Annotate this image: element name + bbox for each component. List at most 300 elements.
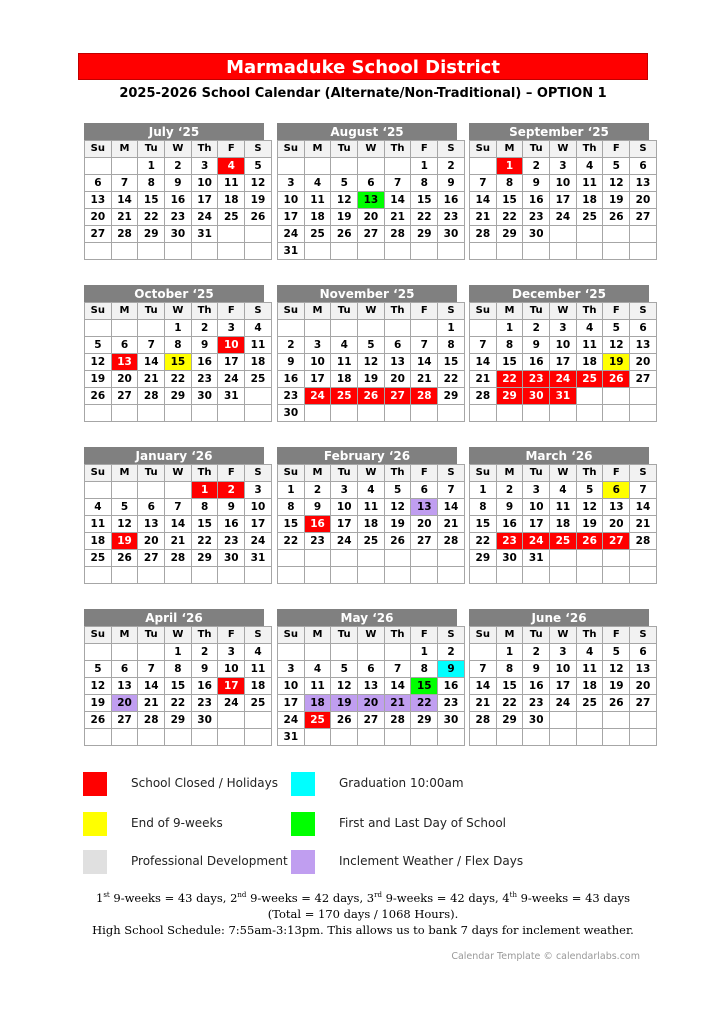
day-cell[interactable]: 4 [331, 337, 358, 354]
day-cell[interactable]: 15 [470, 516, 497, 533]
day-cell[interactable]: 6 [411, 482, 438, 499]
day-cell[interactable]: 18 [218, 192, 245, 209]
day-cell[interactable]: 28 [470, 712, 497, 729]
day-cell[interactable]: 18 [304, 695, 331, 712]
day-cell[interactable]: 28 [470, 388, 497, 405]
day-cell[interactable]: 20 [138, 533, 165, 550]
day-cell[interactable]: 21 [384, 695, 411, 712]
day-cell[interactable]: 19 [603, 678, 630, 695]
day-cell[interactable]: 12 [576, 499, 603, 516]
day-cell[interactable]: 6 [138, 499, 165, 516]
day-cell[interactable]: 25 [85, 550, 112, 567]
day-cell[interactable]: 2 [191, 320, 218, 337]
day-cell[interactable]: 31 [218, 388, 245, 405]
day-cell[interactable]: 23 [278, 388, 305, 405]
day-cell[interactable]: 29 [138, 226, 165, 243]
day-cell[interactable]: 28 [165, 550, 192, 567]
day-cell[interactable]: 17 [278, 209, 305, 226]
day-cell[interactable]: 11 [245, 337, 272, 354]
day-cell[interactable]: 29 [191, 550, 218, 567]
day-cell[interactable]: 22 [165, 371, 192, 388]
day-cell[interactable]: 8 [411, 661, 438, 678]
day-cell[interactable]: 8 [496, 661, 523, 678]
day-cell[interactable]: 3 [550, 158, 577, 175]
day-cell[interactable]: 8 [496, 175, 523, 192]
day-cell[interactable]: 15 [496, 354, 523, 371]
day-cell[interactable]: 13 [630, 175, 657, 192]
day-cell[interactable]: 15 [138, 192, 165, 209]
day-cell[interactable]: 20 [384, 371, 411, 388]
day-cell[interactable]: 17 [245, 516, 272, 533]
day-cell[interactable]: 11 [576, 337, 603, 354]
day-cell[interactable]: 15 [278, 516, 305, 533]
day-cell[interactable]: 20 [111, 371, 138, 388]
day-cell[interactable]: 30 [438, 712, 465, 729]
day-cell[interactable]: 1 [496, 158, 523, 175]
day-cell[interactable]: 1 [470, 482, 497, 499]
day-cell[interactable]: 10 [278, 678, 305, 695]
day-cell[interactable]: 12 [603, 175, 630, 192]
day-cell[interactable]: 6 [384, 337, 411, 354]
day-cell[interactable]: 16 [438, 192, 465, 209]
day-cell[interactable]: 23 [496, 533, 523, 550]
day-cell[interactable]: 12 [358, 354, 385, 371]
day-cell[interactable]: 13 [630, 661, 657, 678]
day-cell[interactable]: 6 [630, 320, 657, 337]
day-cell[interactable]: 25 [576, 371, 603, 388]
day-cell[interactable]: 28 [138, 388, 165, 405]
day-cell[interactable]: 11 [331, 354, 358, 371]
day-cell[interactable]: 19 [111, 533, 138, 550]
day-cell[interactable]: 12 [111, 516, 138, 533]
day-cell[interactable]: 1 [411, 644, 438, 661]
day-cell[interactable]: 17 [218, 354, 245, 371]
day-cell[interactable]: 2 [496, 482, 523, 499]
day-cell[interactable]: 5 [245, 158, 272, 175]
day-cell[interactable]: 7 [384, 661, 411, 678]
day-cell[interactable]: 18 [576, 192, 603, 209]
day-cell[interactable]: 5 [85, 661, 112, 678]
day-cell[interactable]: 16 [523, 192, 550, 209]
day-cell[interactable]: 11 [358, 499, 385, 516]
day-cell[interactable]: 19 [331, 695, 358, 712]
day-cell[interactable]: 3 [278, 175, 305, 192]
day-cell[interactable]: 2 [191, 644, 218, 661]
day-cell[interactable]: 10 [304, 354, 331, 371]
day-cell[interactable]: 21 [438, 516, 465, 533]
day-cell[interactable]: 27 [630, 209, 657, 226]
day-cell[interactable]: 28 [384, 712, 411, 729]
day-cell[interactable]: 27 [630, 695, 657, 712]
day-cell[interactable]: 2 [278, 337, 305, 354]
day-cell[interactable]: 3 [278, 661, 305, 678]
day-cell[interactable]: 24 [331, 533, 358, 550]
day-cell[interactable]: 27 [85, 226, 112, 243]
day-cell[interactable]: 22 [496, 371, 523, 388]
day-cell[interactable]: 4 [245, 644, 272, 661]
day-cell[interactable]: 27 [603, 533, 630, 550]
day-cell[interactable]: 24 [550, 209, 577, 226]
day-cell[interactable]: 11 [85, 516, 112, 533]
day-cell[interactable]: 8 [165, 661, 192, 678]
day-cell[interactable]: 12 [603, 337, 630, 354]
day-cell[interactable]: 5 [358, 337, 385, 354]
day-cell[interactable]: 22 [278, 533, 305, 550]
day-cell[interactable]: 14 [165, 516, 192, 533]
day-cell[interactable]: 26 [331, 226, 358, 243]
day-cell[interactable]: 14 [111, 192, 138, 209]
day-cell[interactable]: 12 [85, 678, 112, 695]
day-cell[interactable]: 11 [304, 192, 331, 209]
day-cell[interactable]: 19 [85, 695, 112, 712]
day-cell[interactable]: 10 [218, 337, 245, 354]
day-cell[interactable]: 10 [523, 499, 550, 516]
day-cell[interactable]: 1 [278, 482, 305, 499]
day-cell[interactable]: 10 [331, 499, 358, 516]
day-cell[interactable]: 29 [438, 388, 465, 405]
day-cell[interactable]: 23 [438, 209, 465, 226]
day-cell[interactable]: 9 [523, 337, 550, 354]
day-cell[interactable]: 5 [603, 158, 630, 175]
day-cell[interactable]: 19 [603, 192, 630, 209]
day-cell[interactable]: 4 [85, 499, 112, 516]
day-cell[interactable]: 9 [191, 661, 218, 678]
day-cell[interactable]: 11 [576, 661, 603, 678]
day-cell[interactable]: 14 [411, 354, 438, 371]
day-cell[interactable]: 21 [411, 371, 438, 388]
day-cell[interactable]: 13 [85, 192, 112, 209]
day-cell[interactable]: 15 [411, 192, 438, 209]
day-cell[interactable]: 20 [358, 695, 385, 712]
day-cell[interactable]: 20 [630, 192, 657, 209]
day-cell[interactable]: 12 [85, 354, 112, 371]
day-cell[interactable]: 30 [496, 550, 523, 567]
day-cell[interactable]: 5 [331, 661, 358, 678]
day-cell[interactable]: 8 [496, 337, 523, 354]
day-cell[interactable]: 28 [384, 226, 411, 243]
day-cell[interactable]: 1 [191, 482, 218, 499]
day-cell[interactable]: 5 [603, 644, 630, 661]
day-cell[interactable]: 22 [138, 209, 165, 226]
day-cell[interactable]: 4 [576, 158, 603, 175]
day-cell[interactable]: 19 [603, 354, 630, 371]
day-cell[interactable]: 13 [603, 499, 630, 516]
day-cell[interactable]: 17 [191, 192, 218, 209]
day-cell[interactable]: 2 [304, 482, 331, 499]
footer-credit[interactable]: Calendar Template © calendarlabs.com [451, 951, 640, 962]
day-cell[interactable]: 25 [245, 695, 272, 712]
day-cell[interactable]: 18 [245, 354, 272, 371]
day-cell[interactable]: 14 [630, 499, 657, 516]
day-cell[interactable]: 16 [496, 516, 523, 533]
day-cell[interactable]: 16 [191, 678, 218, 695]
day-cell[interactable]: 7 [470, 661, 497, 678]
day-cell[interactable]: 13 [358, 678, 385, 695]
day-cell[interactable]: 3 [218, 644, 245, 661]
day-cell[interactable]: 6 [603, 482, 630, 499]
day-cell[interactable]: 18 [85, 533, 112, 550]
day-cell[interactable]: 2 [523, 320, 550, 337]
day-cell[interactable]: 10 [550, 661, 577, 678]
day-cell[interactable]: 10 [550, 175, 577, 192]
day-cell[interactable]: 31 [278, 243, 305, 260]
day-cell[interactable]: 16 [218, 516, 245, 533]
day-cell[interactable]: 5 [85, 337, 112, 354]
day-cell[interactable]: 13 [111, 354, 138, 371]
day-cell[interactable]: 26 [331, 712, 358, 729]
day-cell[interactable]: 11 [245, 661, 272, 678]
day-cell[interactable]: 20 [358, 209, 385, 226]
day-cell[interactable]: 23 [304, 533, 331, 550]
day-cell[interactable]: 21 [470, 695, 497, 712]
day-cell[interactable]: 14 [470, 192, 497, 209]
day-cell[interactable]: 30 [191, 712, 218, 729]
day-cell[interactable]: 2 [523, 644, 550, 661]
day-cell[interactable]: 28 [411, 388, 438, 405]
day-cell[interactable]: 18 [576, 354, 603, 371]
day-cell[interactable]: 24 [245, 533, 272, 550]
day-cell[interactable]: 17 [550, 192, 577, 209]
day-cell[interactable]: 6 [358, 661, 385, 678]
day-cell[interactable]: 13 [384, 354, 411, 371]
day-cell[interactable]: 26 [576, 533, 603, 550]
day-cell[interactable]: 23 [165, 209, 192, 226]
day-cell[interactable]: 25 [245, 371, 272, 388]
day-cell[interactable]: 4 [304, 661, 331, 678]
day-cell[interactable]: 27 [358, 226, 385, 243]
day-cell[interactable]: 26 [358, 388, 385, 405]
day-cell[interactable]: 24 [218, 695, 245, 712]
day-cell[interactable]: 30 [191, 388, 218, 405]
day-cell[interactable]: 7 [438, 482, 465, 499]
day-cell[interactable]: 10 [218, 661, 245, 678]
day-cell[interactable]: 16 [165, 192, 192, 209]
day-cell[interactable]: 17 [550, 678, 577, 695]
day-cell[interactable]: 21 [138, 695, 165, 712]
day-cell[interactable]: 12 [603, 661, 630, 678]
day-cell[interactable]: 22 [165, 695, 192, 712]
day-cell[interactable]: 4 [576, 644, 603, 661]
day-cell[interactable]: 14 [470, 354, 497, 371]
day-cell[interactable]: 13 [630, 337, 657, 354]
day-cell[interactable]: 8 [165, 337, 192, 354]
day-cell[interactable]: 29 [470, 550, 497, 567]
day-cell[interactable]: 10 [245, 499, 272, 516]
day-cell[interactable]: 19 [576, 516, 603, 533]
day-cell[interactable]: 19 [85, 371, 112, 388]
day-cell[interactable]: 7 [411, 337, 438, 354]
day-cell[interactable]: 27 [630, 371, 657, 388]
day-cell[interactable]: 5 [576, 482, 603, 499]
day-cell[interactable]: 5 [384, 482, 411, 499]
day-cell[interactable]: 30 [438, 226, 465, 243]
day-cell[interactable]: 18 [550, 516, 577, 533]
day-cell[interactable]: 1 [411, 158, 438, 175]
day-cell[interactable]: 6 [630, 158, 657, 175]
day-cell[interactable]: 12 [245, 175, 272, 192]
day-cell[interactable]: 23 [523, 371, 550, 388]
day-cell[interactable]: 9 [438, 175, 465, 192]
day-cell[interactable]: 30 [523, 712, 550, 729]
day-cell[interactable]: 13 [111, 678, 138, 695]
day-cell[interactable]: 26 [603, 695, 630, 712]
day-cell[interactable]: 17 [550, 354, 577, 371]
day-cell[interactable]: 29 [496, 226, 523, 243]
day-cell[interactable]: 13 [358, 192, 385, 209]
day-cell[interactable]: 29 [165, 388, 192, 405]
day-cell[interactable]: 2 [165, 158, 192, 175]
day-cell[interactable]: 15 [496, 192, 523, 209]
day-cell[interactable]: 3 [331, 482, 358, 499]
day-cell[interactable]: 9 [304, 499, 331, 516]
day-cell[interactable]: 18 [245, 678, 272, 695]
day-cell[interactable]: 22 [470, 533, 497, 550]
day-cell[interactable]: 16 [523, 354, 550, 371]
day-cell[interactable]: 28 [438, 533, 465, 550]
day-cell[interactable]: 31 [550, 388, 577, 405]
day-cell[interactable]: 15 [411, 678, 438, 695]
day-cell[interactable]: 16 [438, 678, 465, 695]
day-cell[interactable]: 21 [470, 371, 497, 388]
day-cell[interactable]: 22 [411, 695, 438, 712]
day-cell[interactable]: 25 [576, 695, 603, 712]
day-cell[interactable]: 9 [523, 661, 550, 678]
day-cell[interactable]: 14 [138, 354, 165, 371]
day-cell[interactable]: 4 [358, 482, 385, 499]
day-cell[interactable]: 1 [165, 644, 192, 661]
day-cell[interactable]: 7 [470, 175, 497, 192]
day-cell[interactable]: 28 [470, 226, 497, 243]
day-cell[interactable]: 5 [331, 175, 358, 192]
day-cell[interactable]: 20 [603, 516, 630, 533]
day-cell[interactable]: 23 [218, 533, 245, 550]
day-cell[interactable]: 24 [191, 209, 218, 226]
day-cell[interactable]: 26 [85, 712, 112, 729]
day-cell[interactable]: 19 [358, 371, 385, 388]
day-cell[interactable]: 9 [218, 499, 245, 516]
day-cell[interactable]: 26 [603, 371, 630, 388]
day-cell[interactable]: 3 [523, 482, 550, 499]
day-cell[interactable]: 24 [550, 371, 577, 388]
day-cell[interactable]: 28 [138, 712, 165, 729]
day-cell[interactable]: 6 [85, 175, 112, 192]
day-cell[interactable]: 17 [331, 516, 358, 533]
day-cell[interactable]: 27 [358, 712, 385, 729]
day-cell[interactable]: 25 [331, 388, 358, 405]
day-cell[interactable]: 2 [438, 158, 465, 175]
day-cell[interactable]: 9 [523, 175, 550, 192]
day-cell[interactable]: 21 [111, 209, 138, 226]
day-cell[interactable]: 20 [85, 209, 112, 226]
day-cell[interactable]: 18 [358, 516, 385, 533]
day-cell[interactable]: 11 [550, 499, 577, 516]
day-cell[interactable]: 31 [278, 729, 305, 746]
day-cell[interactable]: 20 [411, 516, 438, 533]
day-cell[interactable]: 16 [191, 354, 218, 371]
day-cell[interactable]: 9 [438, 661, 465, 678]
day-cell[interactable]: 22 [411, 209, 438, 226]
day-cell[interactable]: 4 [218, 158, 245, 175]
day-cell[interactable]: 30 [523, 226, 550, 243]
day-cell[interactable]: 15 [191, 516, 218, 533]
day-cell[interactable]: 10 [550, 337, 577, 354]
day-cell[interactable]: 7 [111, 175, 138, 192]
day-cell[interactable]: 10 [191, 175, 218, 192]
day-cell[interactable]: 24 [278, 226, 305, 243]
day-cell[interactable]: 1 [438, 320, 465, 337]
day-cell[interactable]: 6 [630, 644, 657, 661]
day-cell[interactable]: 28 [111, 226, 138, 243]
day-cell[interactable]: 27 [384, 388, 411, 405]
day-cell[interactable]: 9 [496, 499, 523, 516]
day-cell[interactable]: 29 [165, 712, 192, 729]
day-cell[interactable]: 7 [138, 337, 165, 354]
day-cell[interactable]: 26 [603, 209, 630, 226]
day-cell[interactable]: 29 [411, 712, 438, 729]
day-cell[interactable]: 2 [218, 482, 245, 499]
day-cell[interactable]: 3 [550, 644, 577, 661]
day-cell[interactable]: 22 [496, 209, 523, 226]
day-cell[interactable]: 31 [191, 226, 218, 243]
day-cell[interactable]: 1 [165, 320, 192, 337]
day-cell[interactable]: 21 [630, 516, 657, 533]
day-cell[interactable]: 14 [438, 499, 465, 516]
day-cell[interactable]: 16 [523, 678, 550, 695]
day-cell[interactable]: 20 [630, 354, 657, 371]
day-cell[interactable]: 26 [85, 388, 112, 405]
day-cell[interactable]: 3 [550, 320, 577, 337]
day-cell[interactable]: 9 [278, 354, 305, 371]
day-cell[interactable]: 28 [630, 533, 657, 550]
day-cell[interactable]: 24 [218, 371, 245, 388]
day-cell[interactable]: 27 [138, 550, 165, 567]
day-cell[interactable]: 7 [630, 482, 657, 499]
day-cell[interactable]: 5 [603, 320, 630, 337]
day-cell[interactable]: 21 [165, 533, 192, 550]
day-cell[interactable]: 6 [111, 337, 138, 354]
day-cell[interactable]: 9 [191, 337, 218, 354]
day-cell[interactable]: 19 [245, 192, 272, 209]
day-cell[interactable]: 20 [111, 695, 138, 712]
day-cell[interactable]: 25 [550, 533, 577, 550]
day-cell[interactable]: 16 [304, 516, 331, 533]
day-cell[interactable]: 15 [438, 354, 465, 371]
day-cell[interactable]: 27 [411, 533, 438, 550]
day-cell[interactable]: 2 [438, 644, 465, 661]
day-cell[interactable]: 4 [304, 175, 331, 192]
day-cell[interactable]: 8 [191, 499, 218, 516]
day-cell[interactable]: 14 [470, 678, 497, 695]
day-cell[interactable]: 7 [384, 175, 411, 192]
day-cell[interactable]: 13 [411, 499, 438, 516]
day-cell[interactable]: 3 [191, 158, 218, 175]
day-cell[interactable]: 27 [111, 712, 138, 729]
day-cell[interactable]: 24 [278, 712, 305, 729]
day-cell[interactable]: 1 [496, 320, 523, 337]
day-cell[interactable]: 30 [165, 226, 192, 243]
day-cell[interactable]: 17 [218, 678, 245, 695]
day-cell[interactable]: 8 [138, 175, 165, 192]
day-cell[interactable]: 25 [358, 533, 385, 550]
day-cell[interactable]: 4 [550, 482, 577, 499]
day-cell[interactable]: 4 [576, 320, 603, 337]
day-cell[interactable]: 16 [278, 371, 305, 388]
day-cell[interactable]: 8 [438, 337, 465, 354]
day-cell[interactable]: 25 [218, 209, 245, 226]
day-cell[interactable]: 22 [496, 695, 523, 712]
day-cell[interactable]: 11 [304, 678, 331, 695]
day-cell[interactable]: 8 [470, 499, 497, 516]
